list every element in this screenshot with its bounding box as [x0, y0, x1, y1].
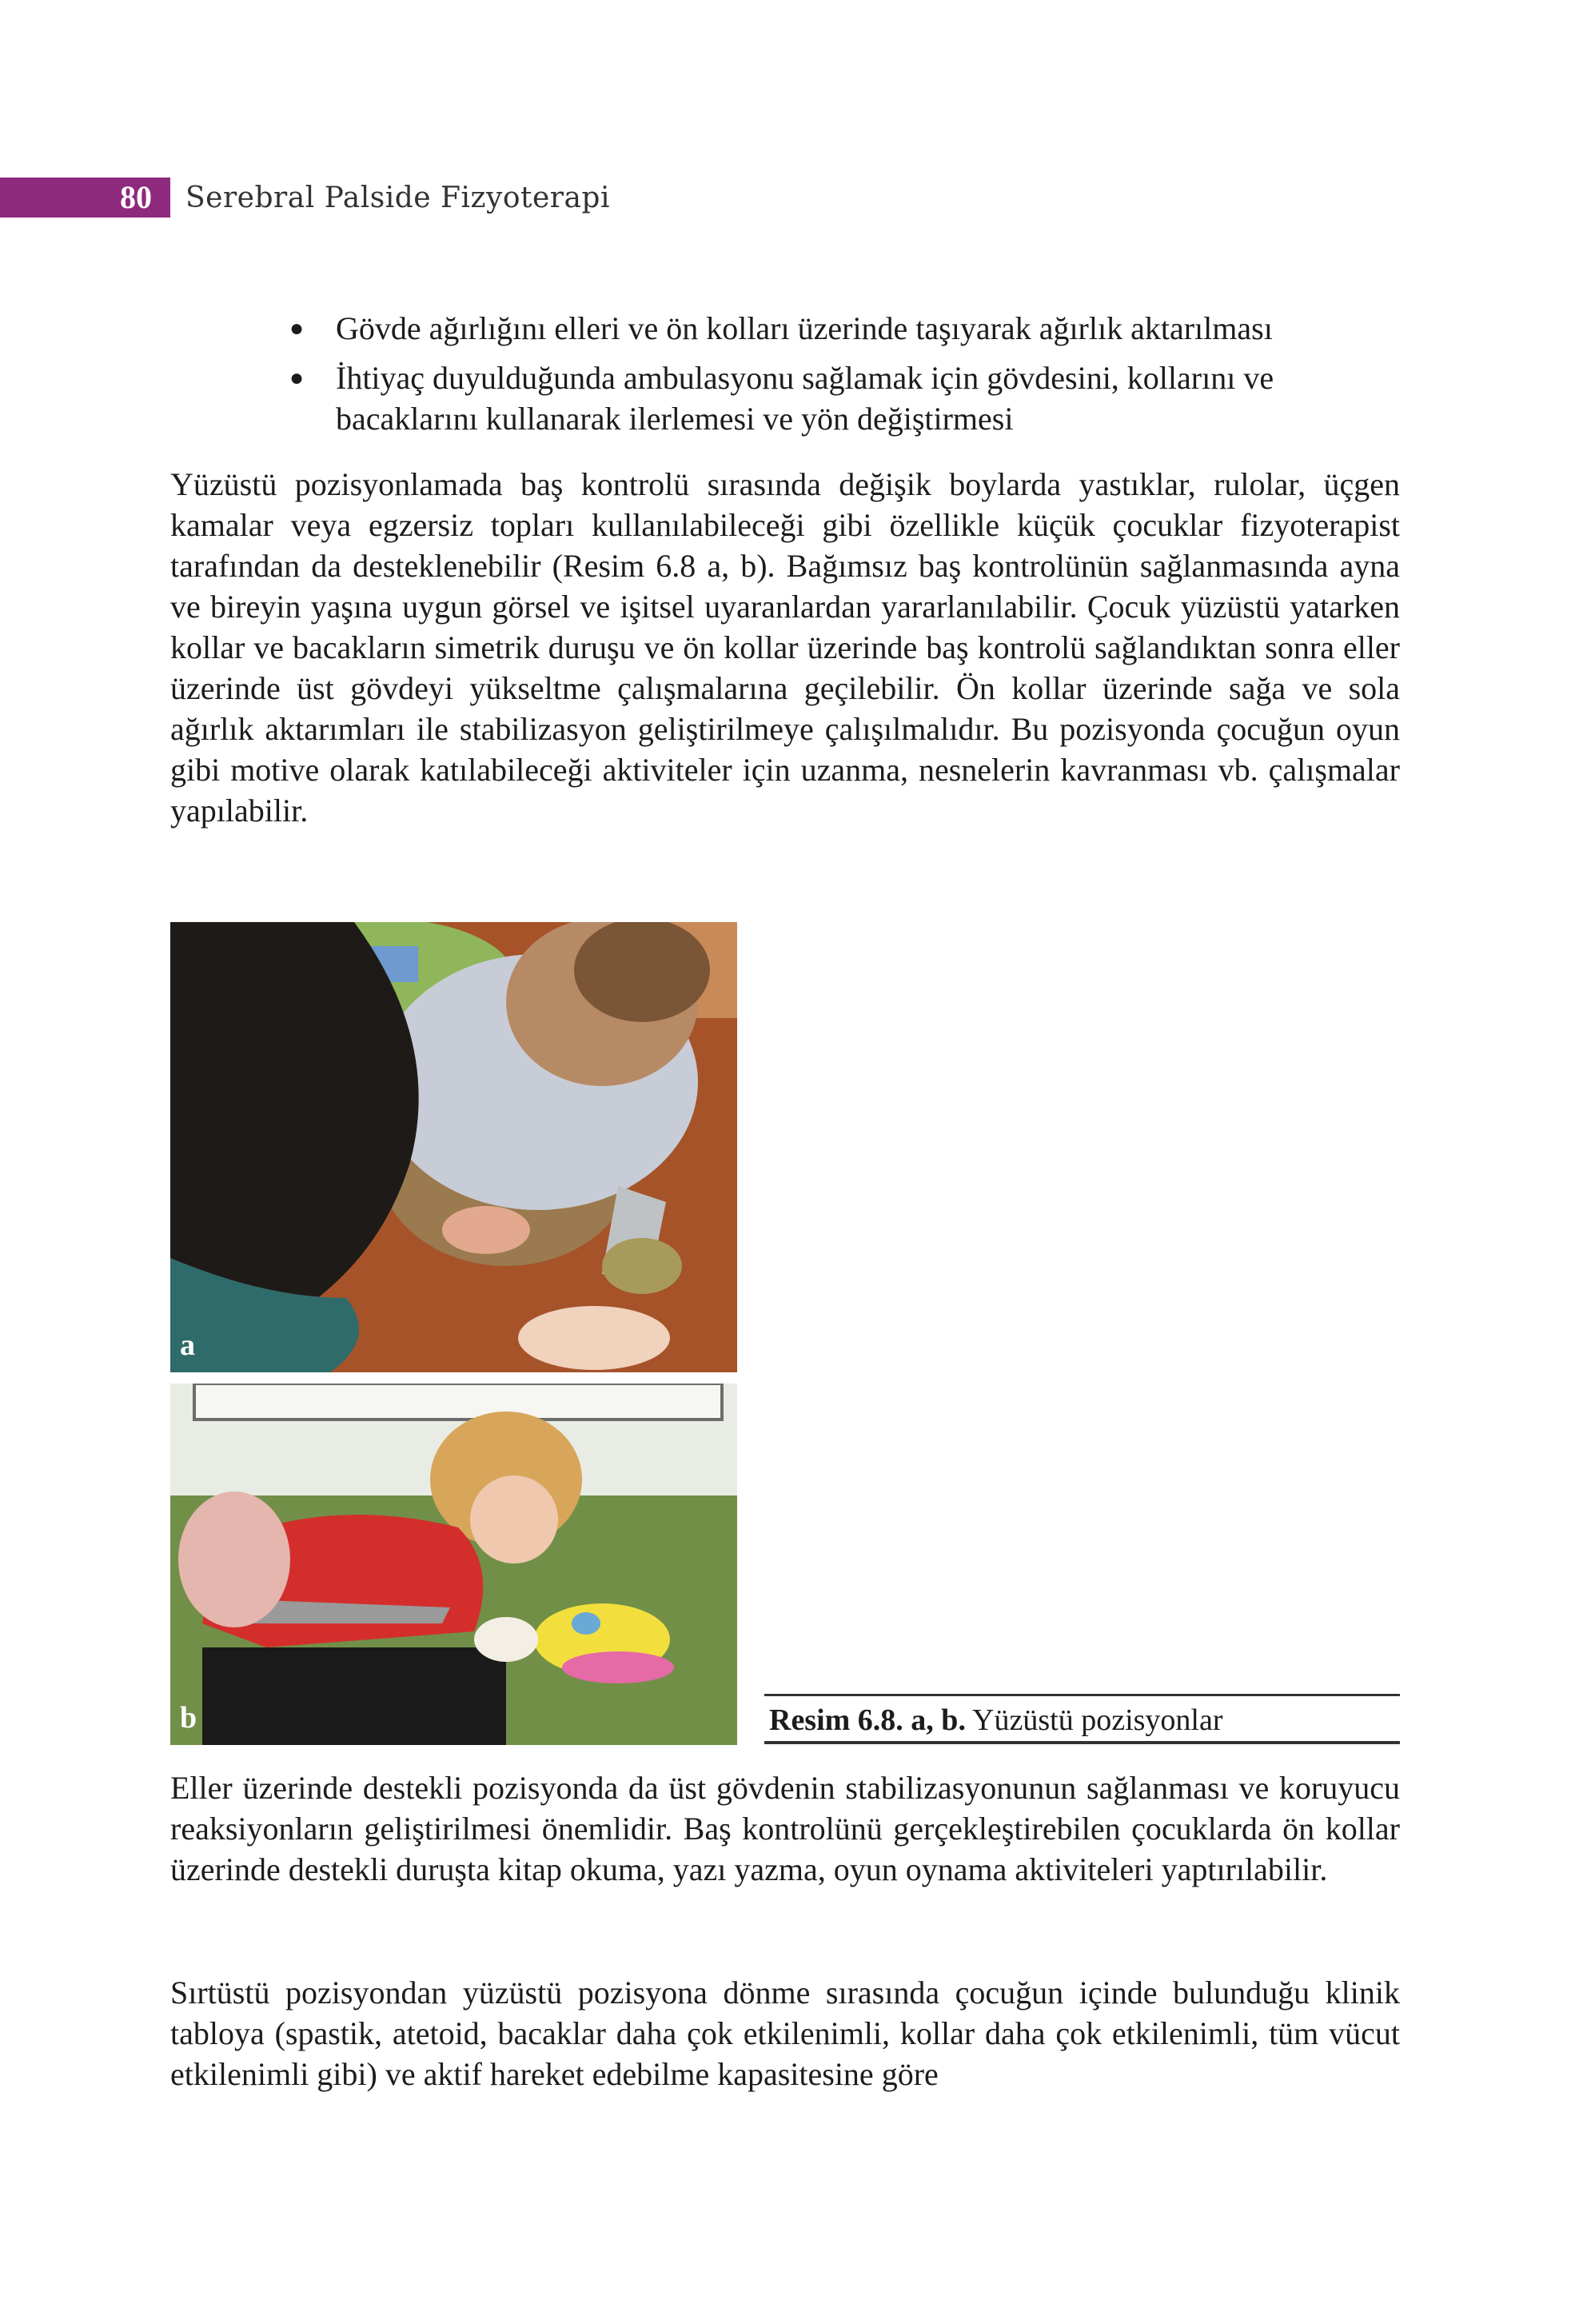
caption-rule-bottom	[764, 1741, 1400, 1744]
bullet-dot-icon: ●	[289, 365, 305, 391]
figure-photo-a	[170, 922, 737, 1372]
photo-label-a: a	[180, 1328, 195, 1362]
figure-caption	[769, 1700, 1223, 1740]
bullet-text: Gövde ağırlığını elleri ve ön kolları üzerinde taşıyarak ağırlık aktarılması	[336, 310, 1273, 346]
bullet-dot-icon: ●	[289, 315, 305, 341]
photo-label-b: b	[180, 1701, 197, 1735]
bullet-item	[288, 308, 1399, 349]
running-title: Serebral Palside Fizyoterapi	[185, 182, 610, 214]
paragraph-prone-positioning: Yüzüstü pozisyonlamada baş kontrolü sırasında değişik boylarda yastıklar, rulolar, üçgen kamalar veya egzersiz topları kullanılabileceği gibi özellikle küçük çocuklar fizyoterapist tarafından da desteklenebilir (Resim 6.8 a, b). Bağımsız baş kontrolünün sağlanmasında ayna ve bireyin yaşına uygun görsel ve işitsel uyaranlardan yararlanılabilir. Çocuk yüzüstü yatarken kollar ve bacakların simetrik duruşu ve ön kollar üzerinde baş kontrolü sağlandıktan sonra eller üzerinde üst gövdeyi yükseltme çalışmalarına geçilebilir. Ön kollar üzerinde sağa ve sola ağırlık aktarımları ile stabilizasyon geliştirilmeye çalışılmalıdır. Bu pozisyonda çocuğun oyun gibi motive olarak katılabileceği aktiviteler için uzanma, nesnelerin kavranması vb. çalışmalar yapılabilir.	[170, 466, 1400, 829]
photo-b-illustration	[170, 1384, 737, 1745]
figure-photo-b	[170, 1384, 737, 1745]
caption-label: Resim 6.8. a, b.	[769, 1703, 966, 1737]
bullet-text: İhtiyaç duyulduğunda ambulasyonu sağlamak için gövdesini, kollarını ve bacaklarını kullanarak ilerlemesi ve yön değiştirmesi	[336, 360, 1274, 437]
photo-a-illustration	[170, 922, 737, 1372]
bullet-list	[288, 308, 1399, 448]
paragraph-rolling: Sırtüstü pozisyondan yüzüstü pozisyona dönme sırasında çocuğun içinde bulunduğu klinik tabloya (spastik, atetoid, bacaklar daha çok etkilenimli, kollar daha çok etkilenimli, tüm vücut etkilenimli gibi) ve aktif hareket edebilme kapasitesine göre	[170, 1975, 1400, 2092]
page-number: 80	[120, 179, 152, 215]
bullet-item	[288, 357, 1399, 439]
paragraph-hand-support: Eller üzerinde destekli pozisyonda da üst gövdenin stabilizasyonunun sağlanması ve koruyucu reaksiyonların geliştirilmesi önemlidir. Baş kontrolünü gerçekleştirebilen çocuklarda ön kollar üzerinde destekli duruşta kitap okuma, yazı yazma, oyun oynama aktiviteleri yaptırılabilir.	[170, 1770, 1400, 1887]
caption-text: Yüzüstü pozisyonlar	[972, 1703, 1223, 1737]
caption-rule-top	[764, 1694, 1400, 1696]
